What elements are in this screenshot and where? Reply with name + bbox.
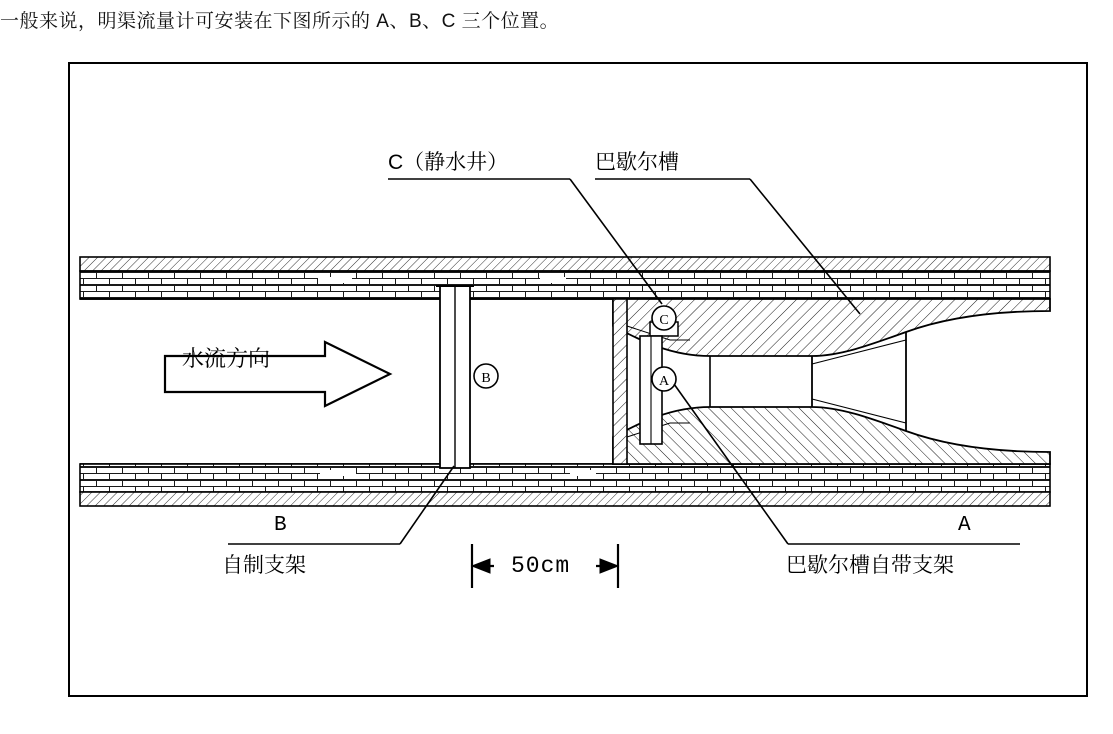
svg-text:A: A: [658, 374, 670, 389]
page-caption: 一般来说，明渠流量计可安装在下图所示的 A、B、C 三个位置。: [0, 11, 560, 32]
custom-bracket: [436, 286, 498, 468]
label-parshall-flume: 巴歇尔槽: [595, 151, 679, 174]
label-a-desc: 巴歇尔槽自带支架: [786, 554, 954, 577]
label-b-desc: 自制支架: [222, 554, 306, 577]
svg-text:C: C: [659, 313, 669, 328]
figure-frame: [68, 62, 1088, 697]
label-flow-direction: 水流方向: [182, 346, 271, 371]
channel-wall-top: [80, 257, 1050, 299]
installation-diagram: [70, 64, 1086, 695]
label-stilling-well: C（静水井）: [388, 151, 509, 174]
channel-wall-bottom: [80, 464, 1050, 506]
label-a-title: A: [958, 514, 972, 537]
stilling-well: [650, 306, 678, 336]
label-b-title: B: [274, 514, 288, 537]
svg-text:B: B: [481, 371, 491, 386]
label-dimension-50cm: 50cm: [511, 553, 571, 579]
